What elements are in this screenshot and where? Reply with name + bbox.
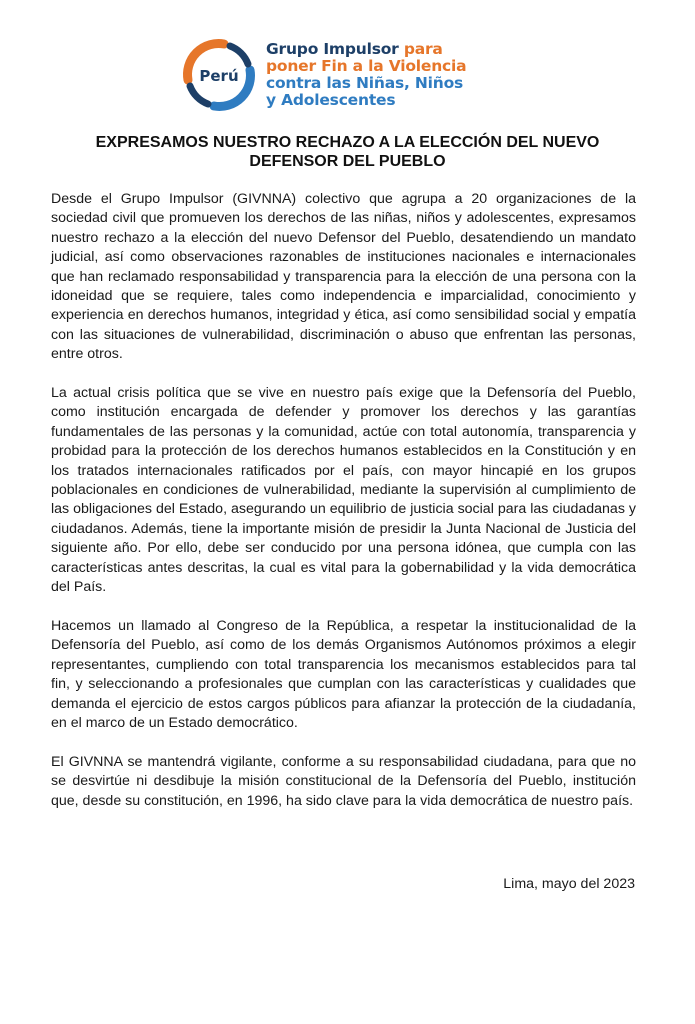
- organization-name: [266, 41, 466, 109]
- org-line-1-a: Grupo Impulsor: [266, 40, 399, 58]
- org-line-1: [266, 41, 466, 58]
- title-line-1: EXPRESAMOS NUESTRO RECHAZO A LA ELECCIÓN DEL NUEVO: [95, 134, 600, 151]
- title-line-2: DEFENSOR DEL PUEBLO: [249, 153, 446, 170]
- paragraph: El GIVNNA se mantendrá vigilante, conforme a su responsabilidad ciudadana, para que no se desvirtúe ni desdibuje la misión constitucional de la Defensoría del Pueblo, institución que, desde su constitución, en 1996, ha sido clave para la vida democrática de nuestro país.: [51, 753, 636, 809]
- logo-circle-icon: [180, 36, 258, 114]
- org-line-3: contra las Niñas, Niños: [266, 74, 464, 92]
- header: [180, 36, 466, 114]
- org-line-2: poner Fin a la Violencia: [266, 57, 467, 75]
- logo: [180, 36, 258, 114]
- place-date-signature: Lima, mayo del 2023: [503, 876, 635, 892]
- paragraph: La actual crisis política que se vive en nuestro país exige que la Defensoría del Pueblo, como institución encargada de defender y promover los derechos y las garantías fundamentales de las personas y la comunidad, actúe con total autonomía, transparencia y probidad para la protección de los derechos humanos establecidos en la Constitución y en los tratados internacionales ratificados por el país, con mayor hincapié en los grupos poblacionales en condiciones de vulnerabilidad, mediante la supervisión al cumplimiento de las obligaciones del Estado, asegurando un equilibrio de justicia social para las ciudadanas y ciudadanos. Además, tiene la importante misión de presidir la Junta Nacional de Justicia del siguiente año. Por ello, debe ser conducido por una persona idónea, que cumpla con las características antes descritas, la cual es vital para la gobernabilidad y la vida democrática del País.: [51, 385, 636, 596]
- org-line-1-b: para: [403, 40, 443, 58]
- paragraph: Hacemos un llamado al Congreso de la República, a respetar la institucionalidad de la Defensoría del Pueblo, así como de los demás Organismos Autónomos próximos a elegir representantes, cumpliendo con total transparencia los mecanismos establecidos para tal fin, y seleccionando a profesionales que cumplan con las características y cualidades que demanda el ejercicio de estos cargos públicos para afianzar la protección de la ciudadanía, en el marco de un Estado democrático.: [51, 617, 636, 731]
- org-line-4: y Adolescentes: [266, 91, 396, 109]
- paragraph: Desde el Grupo Impulsor (GIVNNA) colectivo que agrupa a 20 organizaciones de la sociedad civil que promueven los derechos de las niñas, niños y adolescentes, expresamos nuestro rechazo a la elección del nuevo Defensor del Pueblo, desatendiendo un mandato judicial, así como observaciones razonables de instituciones nacionales e internacionales que han reclamado responsabilidad y transparencia para la elección de una persona con la idoneidad que se requiere, tales como independencia e imparcialidad, conocimiento y experiencia en derechos humanos, integridad y ética, así como sensibilidad social y empatía con las situaciones de vulnerabilidad, discriminación o abuso que enfrentan las personas, entre otros.: [51, 191, 636, 363]
- document-body: [51, 190, 636, 830]
- logo-text: Perú: [199, 67, 239, 85]
- document-title: [40, 133, 655, 171]
